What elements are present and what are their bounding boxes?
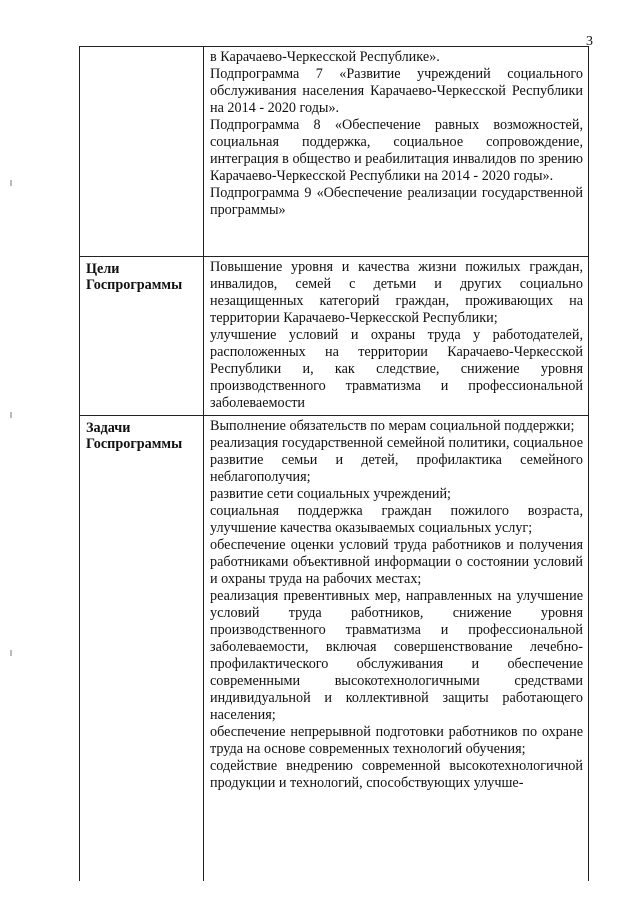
table-row-tasks [80,416,589,882]
content-paragraph: реализация превентивных мер, направленных на улучшение условий труда работников, снижение уровня производственного травматизма и профессиональной заболеваемости, включая совершенствование лечебно-профилактического обслуживания и обеспечение современными высокотехнологичными средствами индивидуальной и коллективной защиты работающего населения; [210,588,583,723]
content-paragraph: обеспечение оценки условий труда работников и получения работниками объективной информации о состоянии условий и охраны труда на рабочих местах; [210,537,583,587]
content-paragraph: содействие внедрению современной высокотехнологичной продукции и технологий, способствующих улучше- [210,758,583,791]
content-paragraph: Выполнение обязательств по мерам социальной поддержки; [210,418,575,434]
content-cell [204,416,589,882]
row-label [86,49,198,51]
scan-margin-mark [10,650,12,656]
label-cell [80,416,204,882]
content-paragraph: в Карачаево-Черкесской Республике». [210,49,440,65]
row-label: Цели Госпрограммы [86,261,183,293]
content-paragraph: Подпрограмма 7 «Развитие учреждений социального обслуживания населения Карачаево-Черкесской Республики на 2014 - 2020 годы». [210,66,583,116]
scan-margin-mark [10,180,12,186]
content-paragraph: Повышение уровня и качества жизни пожилых граждан, инвалидов, семей с детьми и других социально незащищенных категорий граждан, проживающих на территории Карачаево-Черкесской Республики; [210,259,583,326]
table-row-subprograms [80,47,589,257]
content-paragraph: развитие сети социальных учреждений; [210,486,452,502]
content-paragraph: улучшение условий и охраны труда у работодателей, расположенных на территории Карачаево-Черкесской Республики и, как следствие, снижение уровня производственного травматизма и профессиональной заболеваемости [210,327,583,411]
content-paragraph: Подпрограмма 8 «Обеспечение равных возможностей, социальная поддержка, социальное сопровождение, интеграция в общество и реабилитация инвалидов по зрению Карачаево-Черкесской Республики на 2014 - 2020 годы». [210,117,583,184]
scan-margin-mark [10,412,12,418]
content-paragraph: Подпрограмма 9 «Обеспечение реализации государственной программы» [210,185,583,218]
content-paragraph: реализация государственной семейной политики, социальное развитие семьи и детей, профилактика семейного неблагополучия; [210,435,583,485]
content-paragraph: обеспечение непрерывной подготовки работников по охране труда на основе современных технологий обучения; [210,724,583,757]
label-cell [80,257,204,416]
program-passport-table [79,46,589,881]
page-number: 3 [586,34,593,49]
content-cell [204,47,589,257]
content-cell [204,257,589,416]
row-label: Задачи Госпрограммы [86,420,183,452]
table-row-goals [80,257,589,416]
content-paragraph: социальная поддержка граждан пожилого возраста, улучшение качества оказываемых социальных услуг; [210,503,583,536]
label-cell [80,47,204,257]
